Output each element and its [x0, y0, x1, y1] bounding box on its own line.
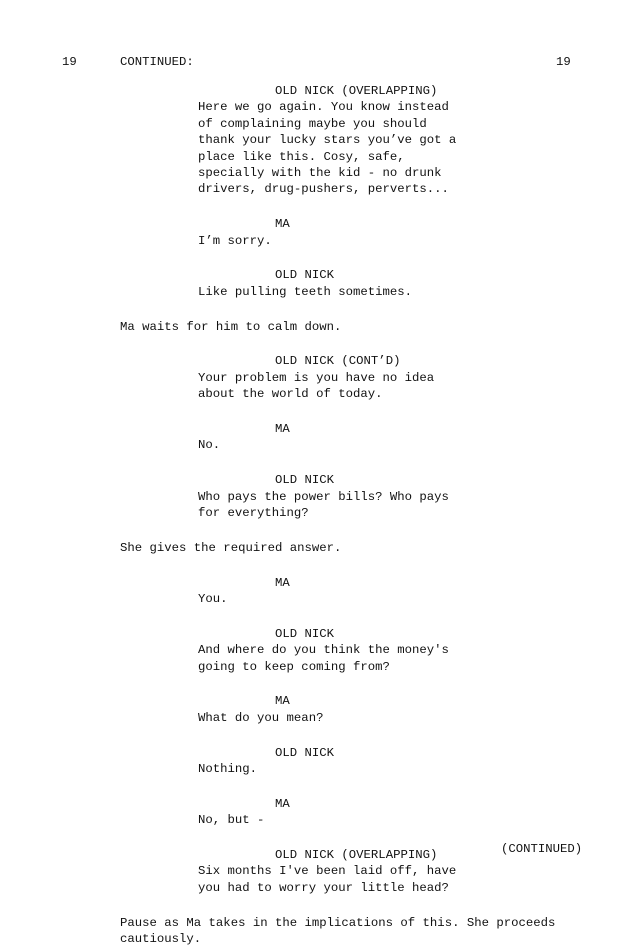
character-cue: OLD NICK	[275, 626, 335, 641]
dialogue-line: Your problem is you have no idea	[198, 370, 435, 385]
character-cue: MA	[275, 694, 290, 709]
dialogue-line: you had to worry your little head?	[198, 880, 449, 895]
dialogue-line: No.	[198, 438, 221, 453]
action-line: She gives the required answer.	[120, 540, 342, 555]
character-cue: OLD NICK	[275, 745, 335, 760]
action-line: cautiously.	[120, 932, 202, 946]
dialogue-line: place like this. Cosy, safe,	[198, 149, 405, 164]
continued-footer: (CONTINUED)	[501, 842, 583, 856]
dialogue-line: Here we go again. You know instead	[198, 100, 449, 115]
dialogue-line: Like pulling teeth sometimes.	[198, 284, 413, 299]
dialogue-line: thank your lucky stars you’ve got a	[198, 133, 457, 148]
dialogue-line: And where do you think the money's	[198, 643, 449, 658]
dialogue-line: What do you mean?	[198, 710, 324, 725]
dialogue-line: I’m sorry.	[198, 233, 272, 248]
character-cue: OLD NICK (OVERLAPPING)	[275, 84, 438, 98]
dialogue-line: Six months I've been laid off, have	[198, 864, 457, 879]
dialogue-line: going to keep coming from?	[198, 659, 390, 674]
dialogue-line: about the world of today.	[198, 387, 383, 402]
dialogue-line: for everything?	[198, 506, 309, 520]
action-line: Pause as Ma takes in the implications of this. She proceeds	[120, 915, 556, 930]
character-cue: MA	[275, 422, 290, 436]
dialogue-line: drivers, drug-pushers, perverts...	[198, 182, 449, 197]
action-line: Ma waits for him to calm down.	[120, 319, 342, 334]
dialogue-line: Who pays the power bills? Who pays	[198, 489, 449, 504]
scene-heading: CONTINUED:	[120, 55, 194, 69]
character-cue: OLD NICK (OVERLAPPING)	[275, 848, 438, 862]
dialogue-line: Nothing.	[198, 762, 258, 776]
dialogue-line: specially with the kid - no drunk	[198, 166, 442, 180]
character-cue: MA	[275, 796, 290, 811]
character-cue: MA	[275, 575, 290, 590]
dialogue-line: You.	[198, 592, 228, 606]
scene-number-left: 19	[62, 55, 77, 69]
dialogue-line: No, but -	[198, 813, 265, 828]
character-cue: OLD NICK	[275, 268, 335, 283]
scene-number-right: 19	[556, 55, 571, 69]
dialogue-line: of complaining maybe you should	[198, 116, 427, 131]
character-cue: MA	[275, 217, 290, 232]
character-cue: OLD NICK (CONT’D)	[275, 354, 401, 369]
character-cue: OLD NICK	[275, 473, 335, 488]
